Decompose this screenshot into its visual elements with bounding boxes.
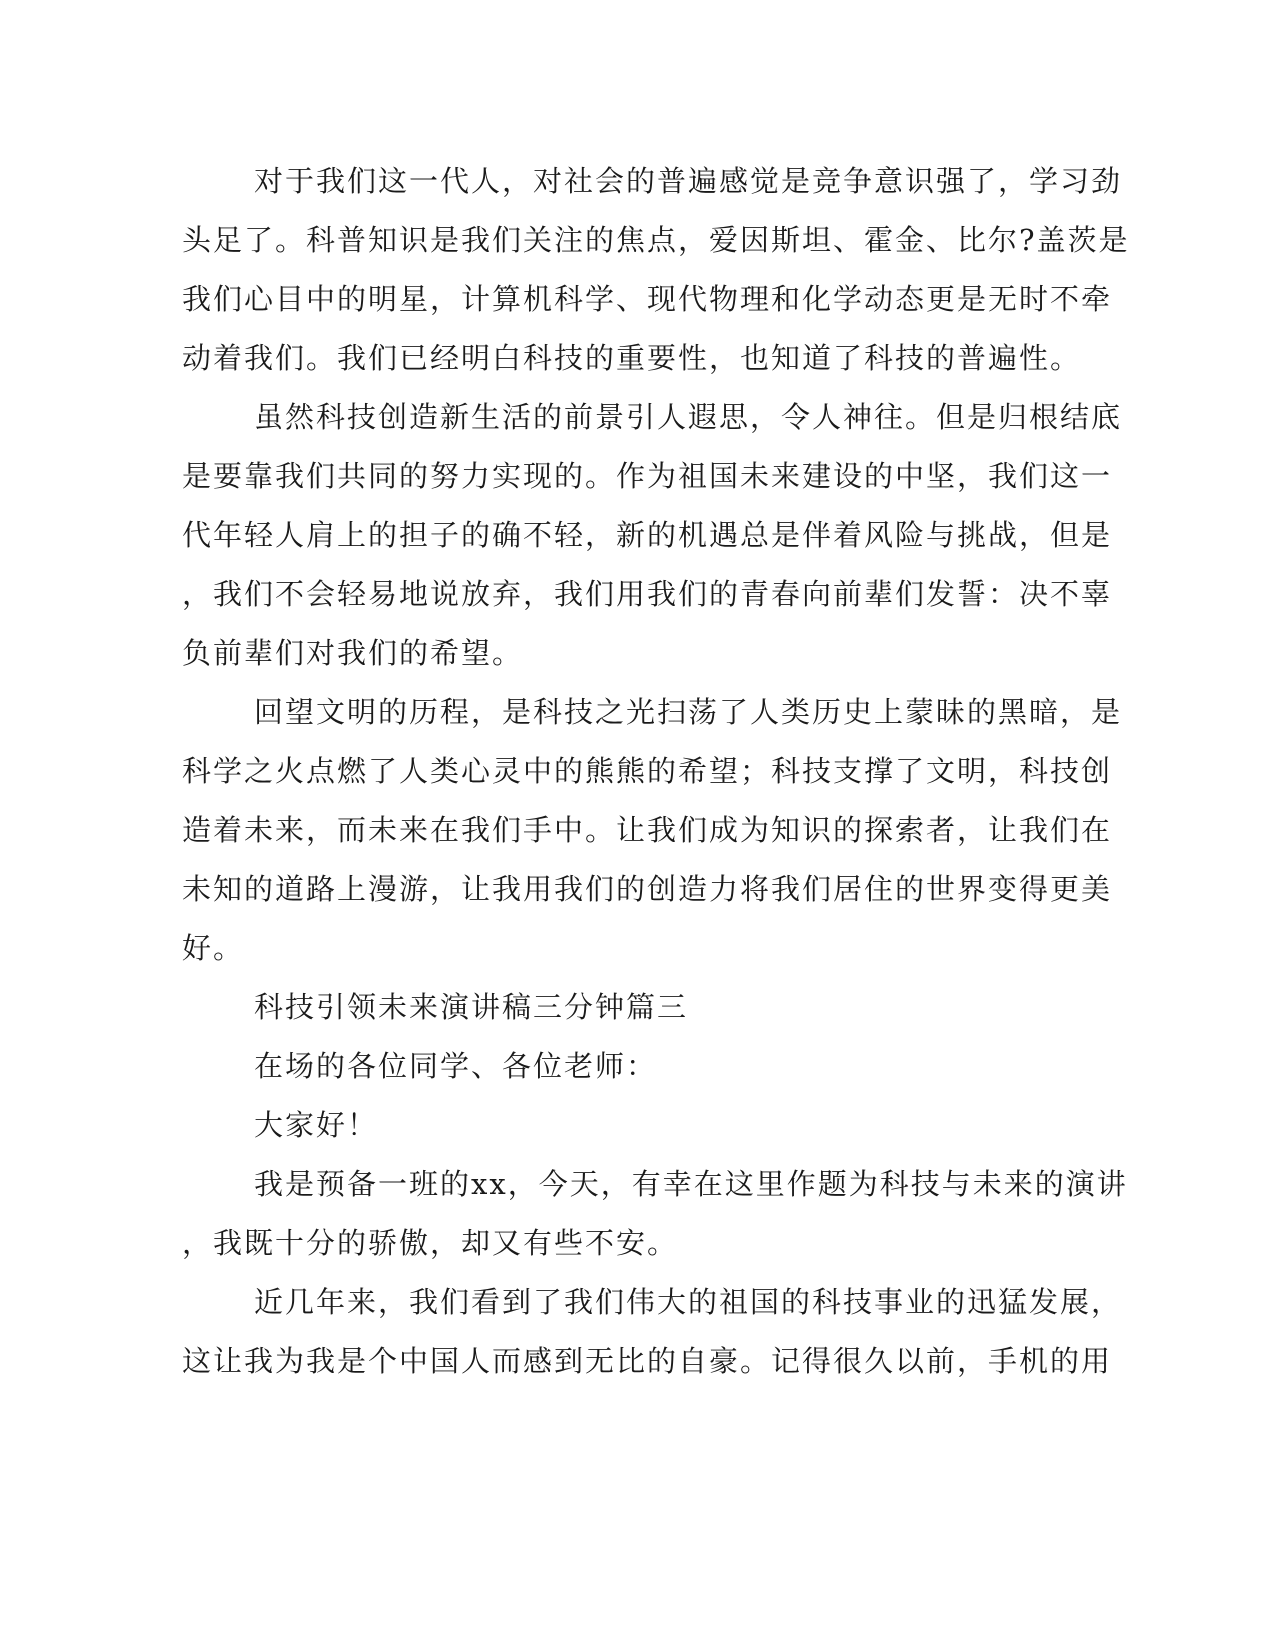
paragraph-line: 近几年来，我们看到了我们伟大的祖国的科技事业的迅猛发展， xyxy=(254,1285,1123,1319)
paragraph-line: 这让我为我是个中国人而感到无比的自豪。记得很久以前，手机的用 xyxy=(182,1344,1113,1378)
paragraph-line: ，我们不会轻易地说放弃，我们用我们的青春向前辈们发誓：决不辜 xyxy=(182,577,1113,611)
paragraph-line: 头足了。科普知识是我们关注的焦点，爱因斯坦、霍金、比尔?盖茨是 xyxy=(182,223,1130,257)
paragraph-line: 造着未来，而未来在我们手中。让我们成为知识的探索者，让我们在 xyxy=(182,813,1113,847)
paragraph-line: ，我既十分的骄傲，却又有些不安。 xyxy=(182,1226,679,1260)
salutation: 在场的各位同学、各位老师： xyxy=(254,1049,658,1083)
paragraph-line: 对于我们这一代人，对社会的普遍感觉是竞争意识强了，学习劲 xyxy=(254,164,1123,198)
section-heading: 科技引领未来演讲稿三分钟篇三 xyxy=(254,990,689,1024)
paragraph-line: 代年轻人肩上的担子的确不轻，新的机遇总是伴着风险与挑战，但是 xyxy=(182,518,1113,552)
body-text xyxy=(182,152,1130,1391)
paragraph-line: 负前辈们对我们的希望。 xyxy=(182,636,524,670)
paragraph-line: 我们心目中的明星，计算机科学、现代物理和化学动态更是无时不牵 xyxy=(182,282,1113,316)
paragraph-line: 动着我们。我们已经明白科技的重要性，也知道了科技的普遍性。 xyxy=(182,341,1082,375)
paragraph-line: 科学之火点燃了人类心灵中的熊熊的希望；科技支撑了文明，科技创 xyxy=(182,754,1113,788)
greeting: 大家好！ xyxy=(254,1108,379,1142)
paragraph-line: 我是预备一班的xx，今天，有幸在这里作题为科技与未来的演讲 xyxy=(254,1167,1128,1201)
paragraph-line: 回望文明的历程，是科技之光扫荡了人类历史上蒙昧的黑暗，是 xyxy=(254,695,1123,729)
paragraph-line: 未知的道路上漫游，让我用我们的创造力将我们居住的世界变得更美 xyxy=(182,872,1113,906)
paragraph-line: 虽然科技创造新生活的前景引人遐思，令人神往。但是归根结底 xyxy=(254,400,1123,434)
paragraph-line: 是要靠我们共同的努力实现的。作为祖国未来建设的中坚，我们这一 xyxy=(182,459,1113,493)
paragraph-line: 好。 xyxy=(182,931,245,965)
